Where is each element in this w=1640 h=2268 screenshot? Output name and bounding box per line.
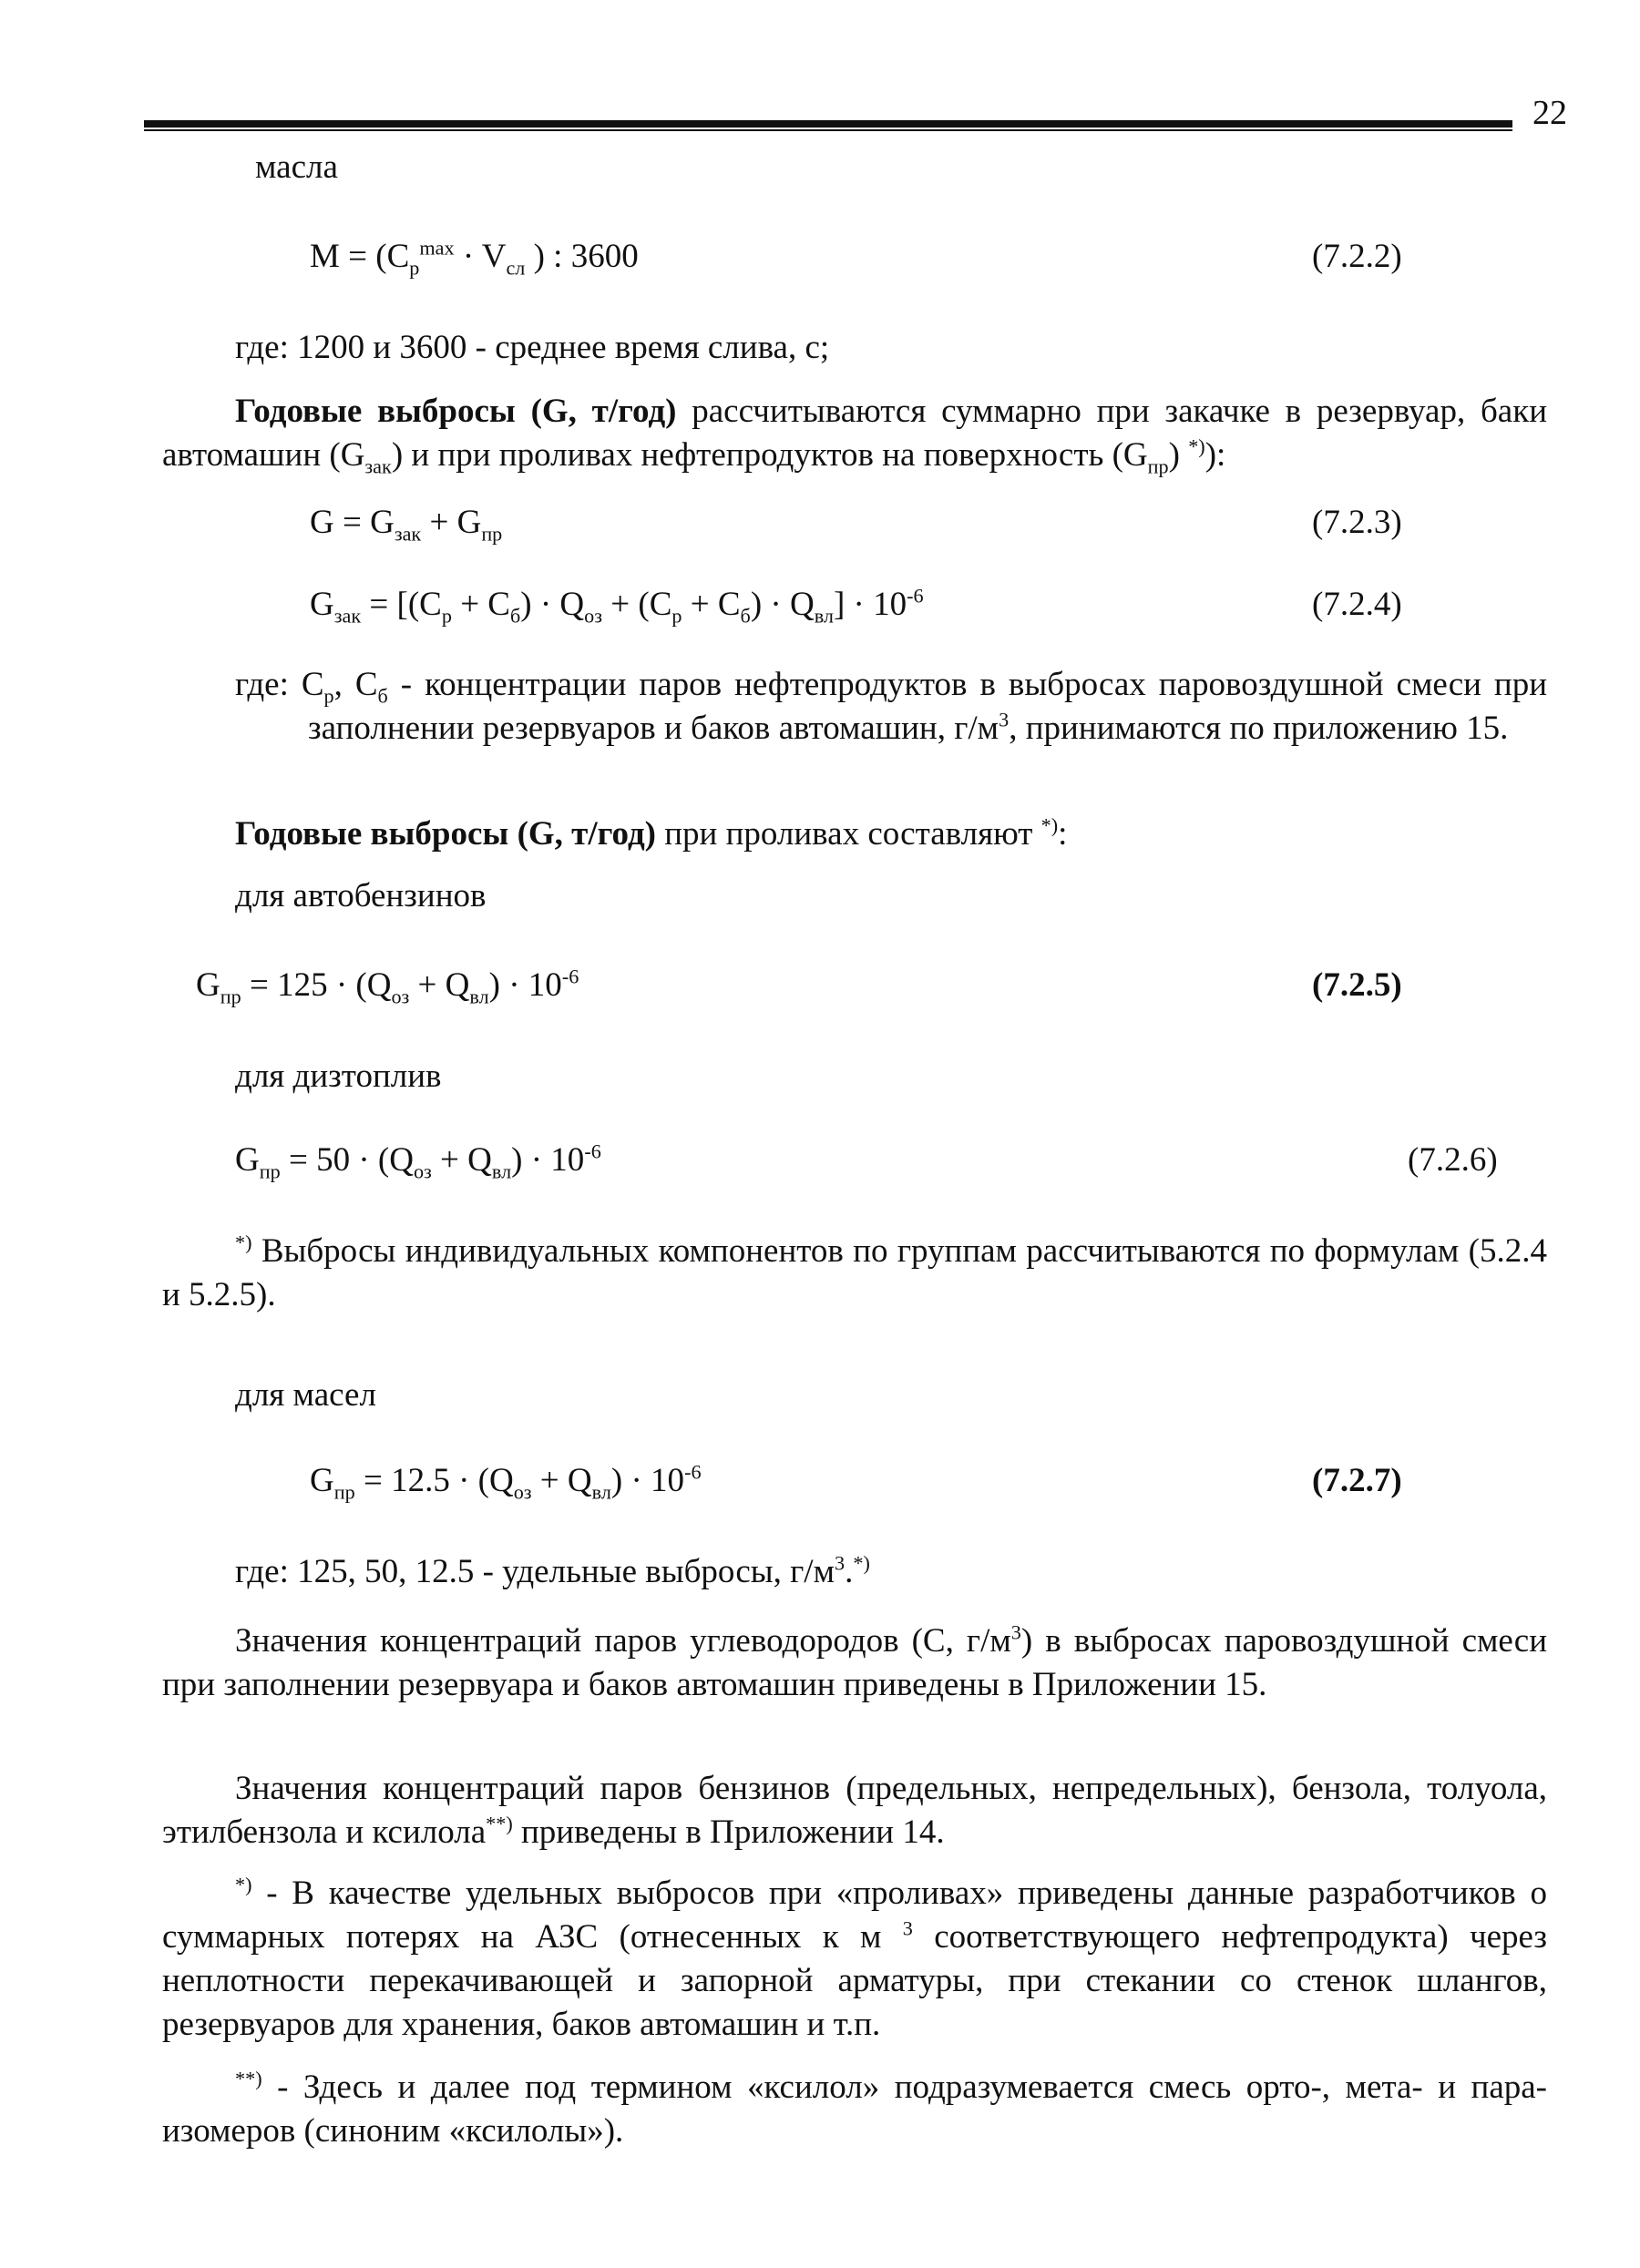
where-text-3: где: 125, 50, 12.5 - удельные выбросы, $г/м^3.^{*)}$ [235, 1551, 870, 1590]
formula-7-2-3: $G = G_{зак} + G_{пр}$ [310, 504, 503, 546]
formula-7-2-5: $G_{пр} = 125 \cdot (Q_{оз} + Q_{вл}) \cdot 10^{-6}$ [196, 965, 579, 1008]
label-oils: для масел [235, 1376, 376, 1414]
eq-number-7-2-6: (7.2.6) [1408, 1141, 1498, 1179]
where-text-1: где: 1200 и 3600 - среднее время слива, с; [235, 329, 830, 366]
header-rule [144, 120, 1512, 128]
eq-number-7-2-3: (7.2.3) [1312, 504, 1402, 541]
annual-bold: Годовые выбросы (G, т/год) [235, 393, 677, 430]
header-rule-thin [144, 129, 1512, 131]
note-spills: *) - В качестве удельных выбросов при «проливах» приведены данные разработчиков о суммарных потерях на АЗС (отнесенных к м $^3$ соответствующего нефтепродукта) через неплотности перекачивающей и запорной арматуры, при стекании со стенок шлангов, резервуаров для хранения, баков автомашин и т.п. [162, 1873, 1548, 2044]
formula-7-2-7: $G_{пр} = 12.5 \cdot (Q_{оз} + Q_{вл}) \cdot 10^{-6}$ [310, 1460, 702, 1504]
formula-7-2-4: $G_{зак} = [(C_p + C_б) \cdot Q_{оз} + (C_p + C_б) \cdot Q_{вл}] \cdot 10^{-6}$ [310, 584, 924, 628]
eq-number-7-2-5: (7.2.5) [1312, 966, 1402, 1004]
eq-number-7-2-2: (7.2.2) [1312, 238, 1402, 275]
note-xylene: **) - Здесь и далее под термином «ксилол» подразумевается смесь орто-, мета- и пара-изомеров (синоним «ксилолы»). [162, 2067, 1547, 2151]
concentrations-paragraph-2: Значения концентраций паров бензинов (предельных, непредельных), бензола, толуола, этилбензола и ксилола**) приведены в Приложении 14. [162, 1770, 1547, 1852]
label-diesel: для дизтоплив [235, 1057, 442, 1095]
eq-number-7-2-7: (7.2.7) [1312, 1462, 1402, 1499]
footnote-groups: *) Выбросы индивидуальных компонентов по группам рассчитываются по формулам (5.2.4 и 5.2.5). [162, 1231, 1547, 1314]
top-word: масла [255, 148, 338, 186]
label-gasoline: для автобензинов [235, 877, 487, 914]
eq-number-7-2-4: (7.2.4) [1312, 586, 1402, 623]
annual-emissions-paragraph: Годовые выбросы (G, т/год) рассчитываются суммарно при закачке в резервуар, баки автомашин $(G_{зак})$ и при проливах нефтепродуктов на поверхность $(G_{пр})$ *)): [162, 393, 1547, 478]
page-number: 22 [1532, 94, 1567, 132]
annual-emissions-spills: Годовые выбросы (G, т/год) при проливах составляют *): [235, 813, 1068, 853]
formula-7-2-6: $G_{пр} = 50 \cdot (Q_{оз} + Q_{вл}) \cdot 10^{-6}$ [235, 1139, 601, 1183]
concentrations-paragraph-1: Значения концентраций паров углеводородов (С, $г/м^3$) в выбросах паровоздушной смеси при заполнении резервуара и баков автомашин приведены в Приложении 15. [162, 1620, 1547, 1704]
where-text-2: где: $С_р$, $С_б$ - концентрации паров нефтепродуктов в выбросах паровоздушной смеси при заполнении резервуаров и баков автомашин, $г/м^3$, принимаются по приложению 15. [235, 666, 1547, 748]
formula-7-2-2: $M = (C_p^{max} \cdot V_{сл}$ ) : 3600 [310, 236, 639, 280]
